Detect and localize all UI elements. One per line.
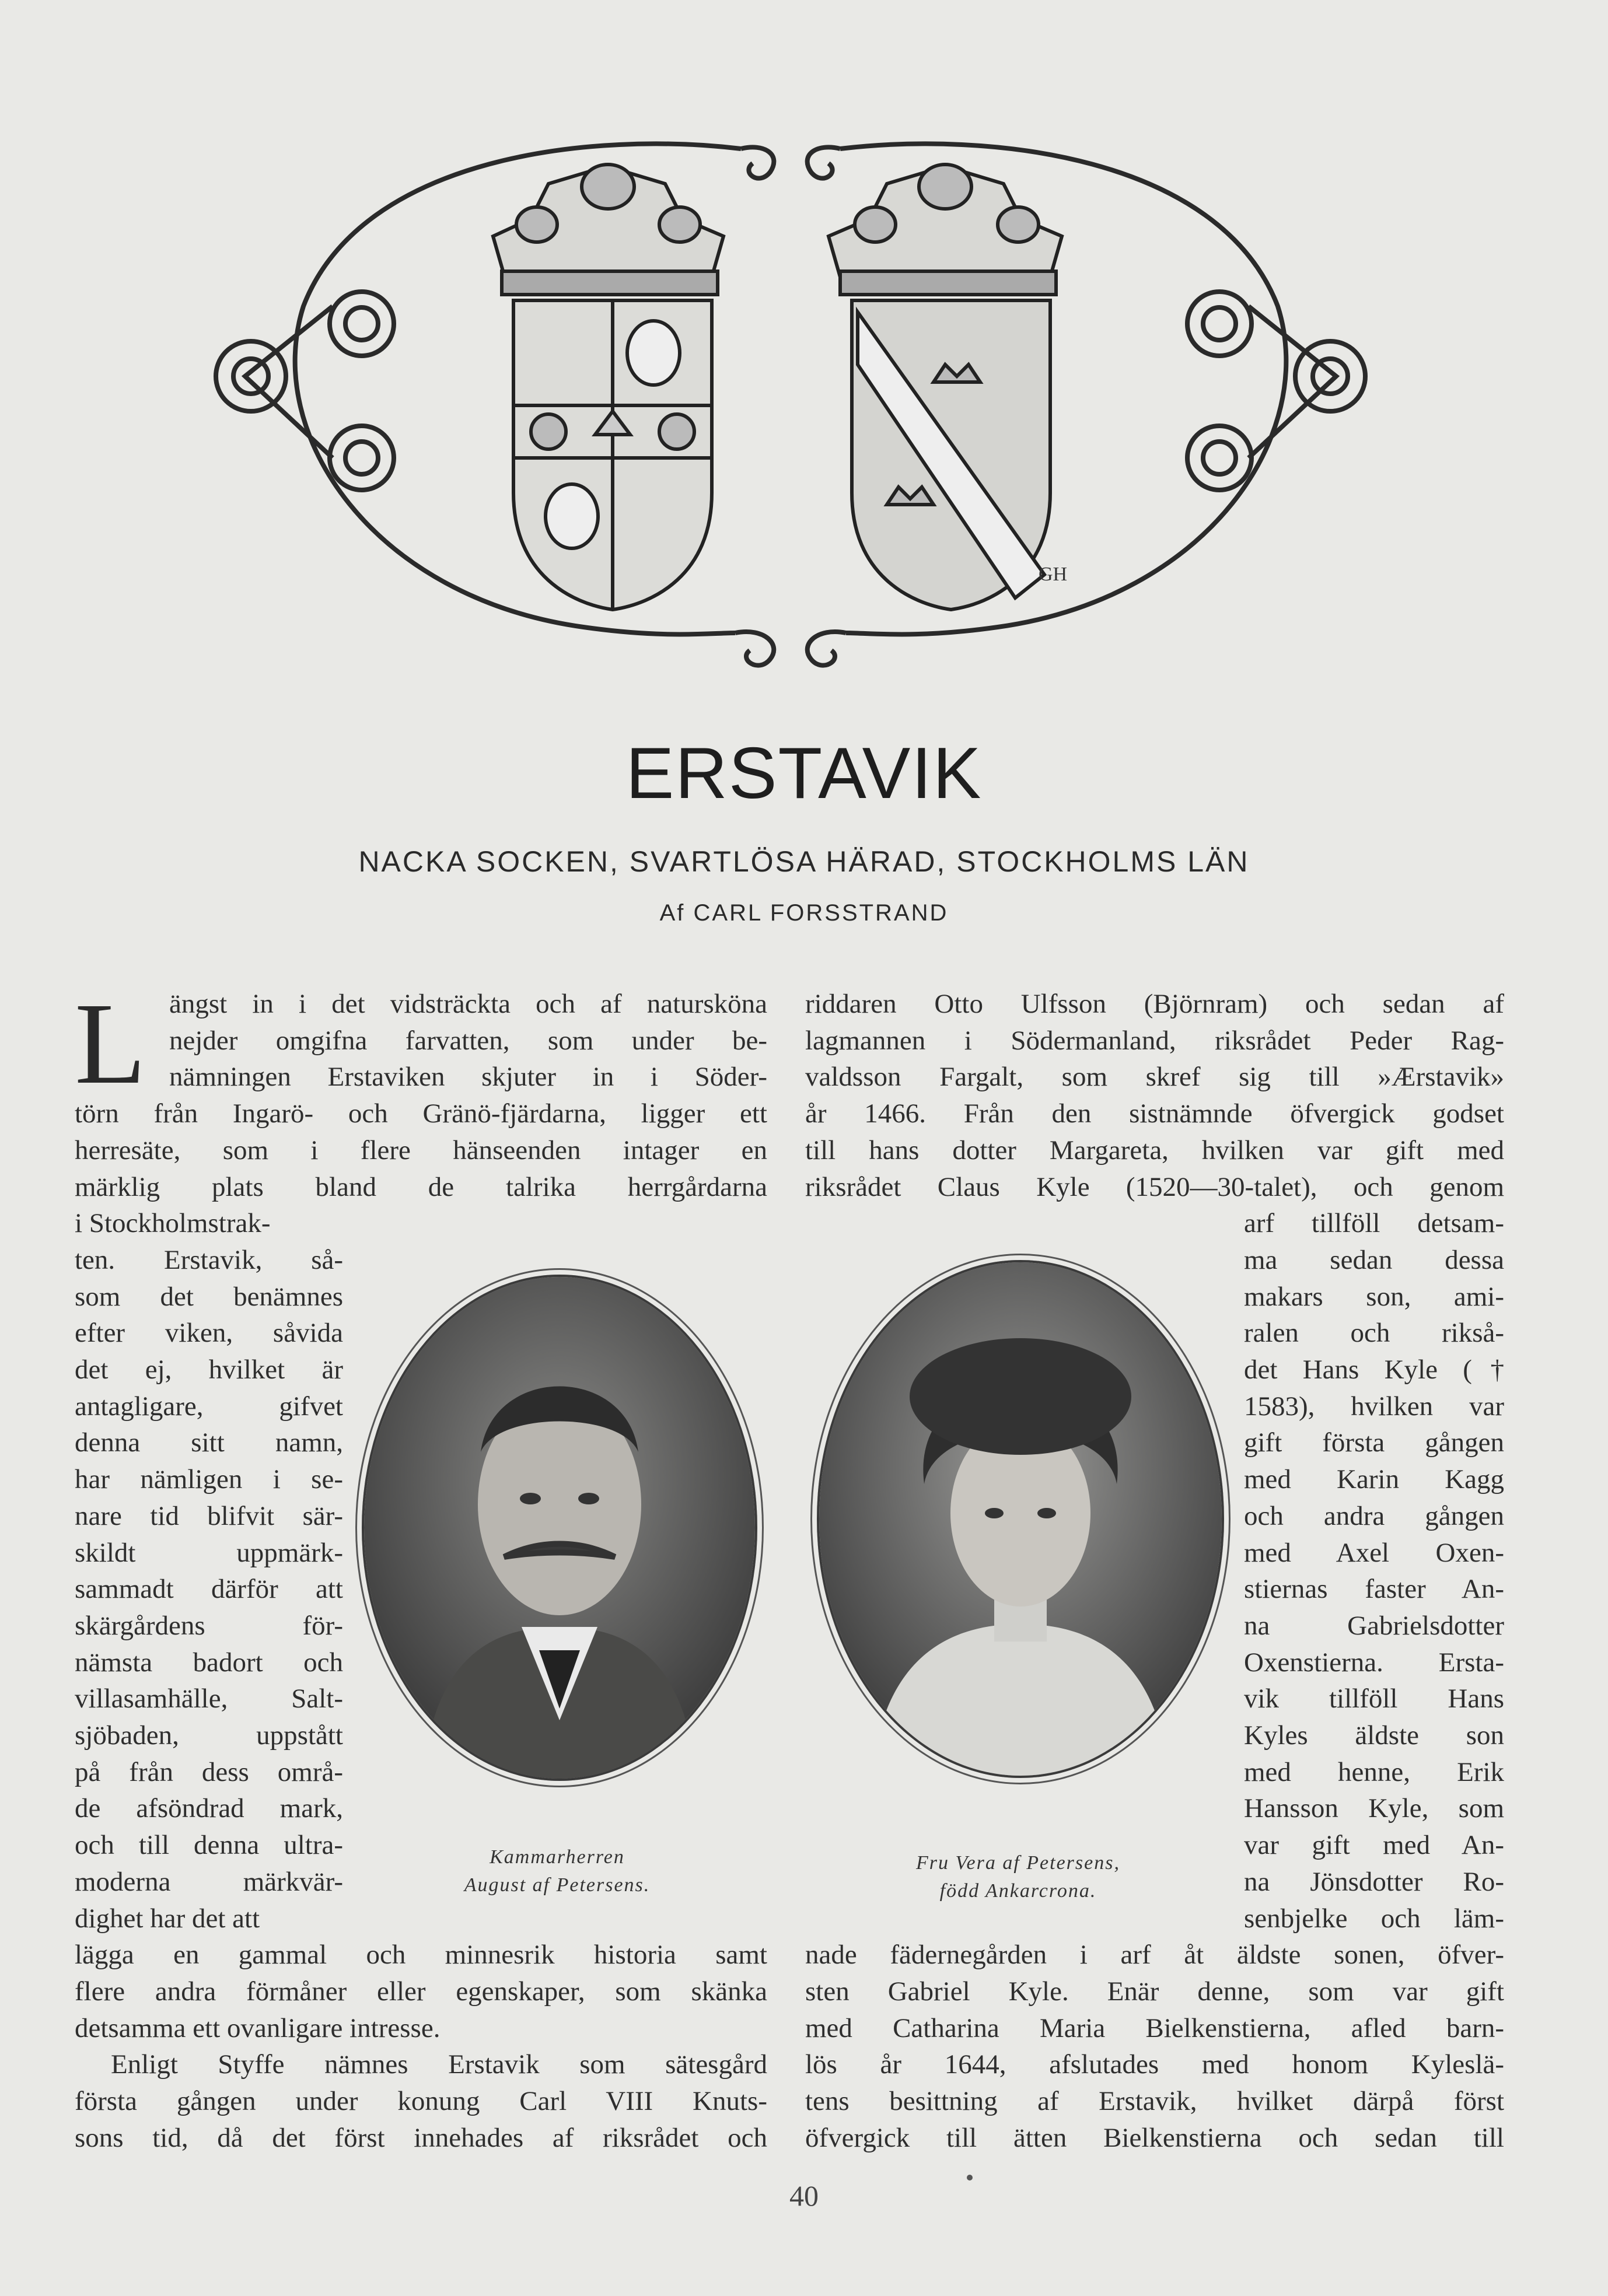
text-line: skärgårdens för- xyxy=(75,1610,343,1641)
text-line: ma sedan dessa xyxy=(1244,1244,1504,1275)
text-line: var gift med An- xyxy=(1244,1830,1504,1861)
text-line: år 1466. Från den sistnämnde öfvergick godset xyxy=(805,1098,1504,1129)
text-line: denna sitt namn, xyxy=(75,1427,343,1458)
text-line: moderna märkvär- xyxy=(75,1866,343,1897)
coat-of-arms-ornament xyxy=(187,131,1394,668)
text-line: har nämligen i se- xyxy=(75,1464,343,1495)
text-line: ralen och rikså- xyxy=(1244,1318,1504,1349)
text-line: dighet har det att xyxy=(75,1903,260,1934)
text-line: som det benämnes xyxy=(75,1281,343,1312)
text-line: och till denna ultra- xyxy=(75,1830,343,1861)
page-subtitle: NACKA SOCKEN, SVARTLÖSA HÄRAD, STOCKHOLMS LÄN xyxy=(358,845,1250,878)
drop-cap: L xyxy=(75,979,146,1108)
text-line: tens besittning af Erstavik, hvilket därpå först xyxy=(805,2086,1504,2116)
text-line: första gången under konung Carl VIII Knuts- xyxy=(75,2086,767,2116)
portrait-caption-woman: Fru Vera af Petersens, född Ankarcrona. xyxy=(916,1852,1120,1902)
byline: Af CARL FORSSTRAND xyxy=(659,900,949,926)
text-line: sammadt därför att xyxy=(75,1574,343,1605)
portrait-caption-man: Kammarherren August af Petersens. xyxy=(464,1846,651,1896)
text-line: skildt uppmärk- xyxy=(75,1537,343,1568)
text-line: på från dess områ- xyxy=(75,1756,343,1787)
text-line: antagligare, gifvet xyxy=(75,1391,343,1422)
text-line: ängst in i det vidsträckta och af natursköna xyxy=(169,989,767,1019)
text-line: detsamma ett ovanligare intresse. xyxy=(75,2013,441,2043)
text-line: sons tid, då det först innehades af riksrådet och xyxy=(75,2122,767,2153)
text-line: lägga en gammal och minnesrik historia samt xyxy=(75,1940,767,1971)
text-line: lagmannen i Södermanland, riksrådet Peder Rag- xyxy=(805,1025,1504,1056)
portrait-photo-woman xyxy=(817,1260,1224,1778)
text-line: nämsta badort och xyxy=(75,1647,343,1678)
text-line: de afsöndrad mark, xyxy=(75,1793,343,1824)
decorative-dot xyxy=(967,2175,973,2180)
text-line: na Jönsdotter Ro- xyxy=(1244,1866,1504,1897)
text-line: na Gabrielsdotter xyxy=(1244,1610,1504,1641)
monogram: GH xyxy=(1039,564,1068,585)
text-line: lös år 1644, afslutades med honom Kyleslä- xyxy=(805,2049,1504,2080)
text-line: i Stockholmstrak- xyxy=(75,1208,271,1239)
text-line: sjöbaden, uppstått xyxy=(75,1720,343,1751)
text-line: det Hans Kyle († xyxy=(1244,1354,1504,1385)
text-line: märklig plats bland de talrika herrgårdarna xyxy=(75,1171,767,1202)
text-line: nämningen Erstaviken skjuter in i Söder- xyxy=(169,1062,767,1093)
text-line: sten Gabriel Kyle. Enär denne, som var gift xyxy=(805,1976,1504,2007)
text-line: nejder omgifna farvatten, som under be- xyxy=(169,1025,767,1056)
text-line: nade fädernegården i arf åt äldste sonen, öfver- xyxy=(805,1940,1504,1971)
text-line: makars son, ami- xyxy=(1244,1281,1504,1312)
portrait-photo-man xyxy=(362,1275,757,1781)
text-line: nare tid blifvit sär- xyxy=(75,1500,343,1531)
text-line: ten. Erstavik, så- xyxy=(75,1244,343,1275)
text-line: öfvergick till ätten Bielkenstierna och sedan till xyxy=(805,2122,1504,2153)
text-line: Oxenstierna. Ersta- xyxy=(1244,1647,1504,1678)
text-line: Hansson Kyle, som xyxy=(1244,1793,1504,1824)
text-line: och andra gången xyxy=(1244,1500,1504,1531)
text-line: med Catharina Maria Bielkenstierna, afled barn- xyxy=(805,2013,1504,2043)
text-line: vik tillföll Hans xyxy=(1244,1684,1504,1714)
text-line: gift första gången xyxy=(1244,1427,1504,1458)
text-line: stiernas faster An- xyxy=(1244,1574,1504,1605)
page-number: 40 xyxy=(789,2179,819,2212)
text-line: riddaren Otto Ulfsson (Björnram) och sedan af xyxy=(805,989,1504,1019)
text-line: 1583), hvilken var xyxy=(1244,1391,1504,1422)
text-line: till hans dotter Margareta, hvilken var gift med xyxy=(805,1135,1504,1166)
text-line: flere andra förmåner eller egenskaper, som skänka xyxy=(75,1976,767,2007)
text-line: med henne, Erik xyxy=(1244,1756,1504,1787)
text-line: Enligt Styffe nämnes Erstavik som sätesgård xyxy=(111,2049,767,2080)
text-line: törn från Ingarö- och Gränö-fjärdarna, ligger ett xyxy=(75,1098,767,1129)
text-line: arf tillföll detsam- xyxy=(1244,1208,1504,1239)
text-line: med Axel Oxen- xyxy=(1244,1537,1504,1568)
text-line: valdsson Fargalt, som skref sig till »Ærstavik» xyxy=(805,1062,1504,1093)
text-line: med Karin Kagg xyxy=(1244,1464,1504,1495)
text-line: herresäte, som i flere hänseenden intager en xyxy=(75,1135,767,1166)
page-title: ERSTAVIK xyxy=(625,733,983,814)
text-line: senbjelke och läm- xyxy=(1244,1903,1504,1934)
text-line: Kyles äldste son xyxy=(1244,1720,1504,1751)
text-line: villasamhälle, Salt- xyxy=(75,1684,343,1714)
text-line: riksrådet Claus Kyle (1520—30-talet), och genom xyxy=(805,1171,1504,1202)
text-line: det ej, hvilket är xyxy=(75,1354,343,1385)
text-line: efter viken, såvida xyxy=(75,1318,343,1349)
